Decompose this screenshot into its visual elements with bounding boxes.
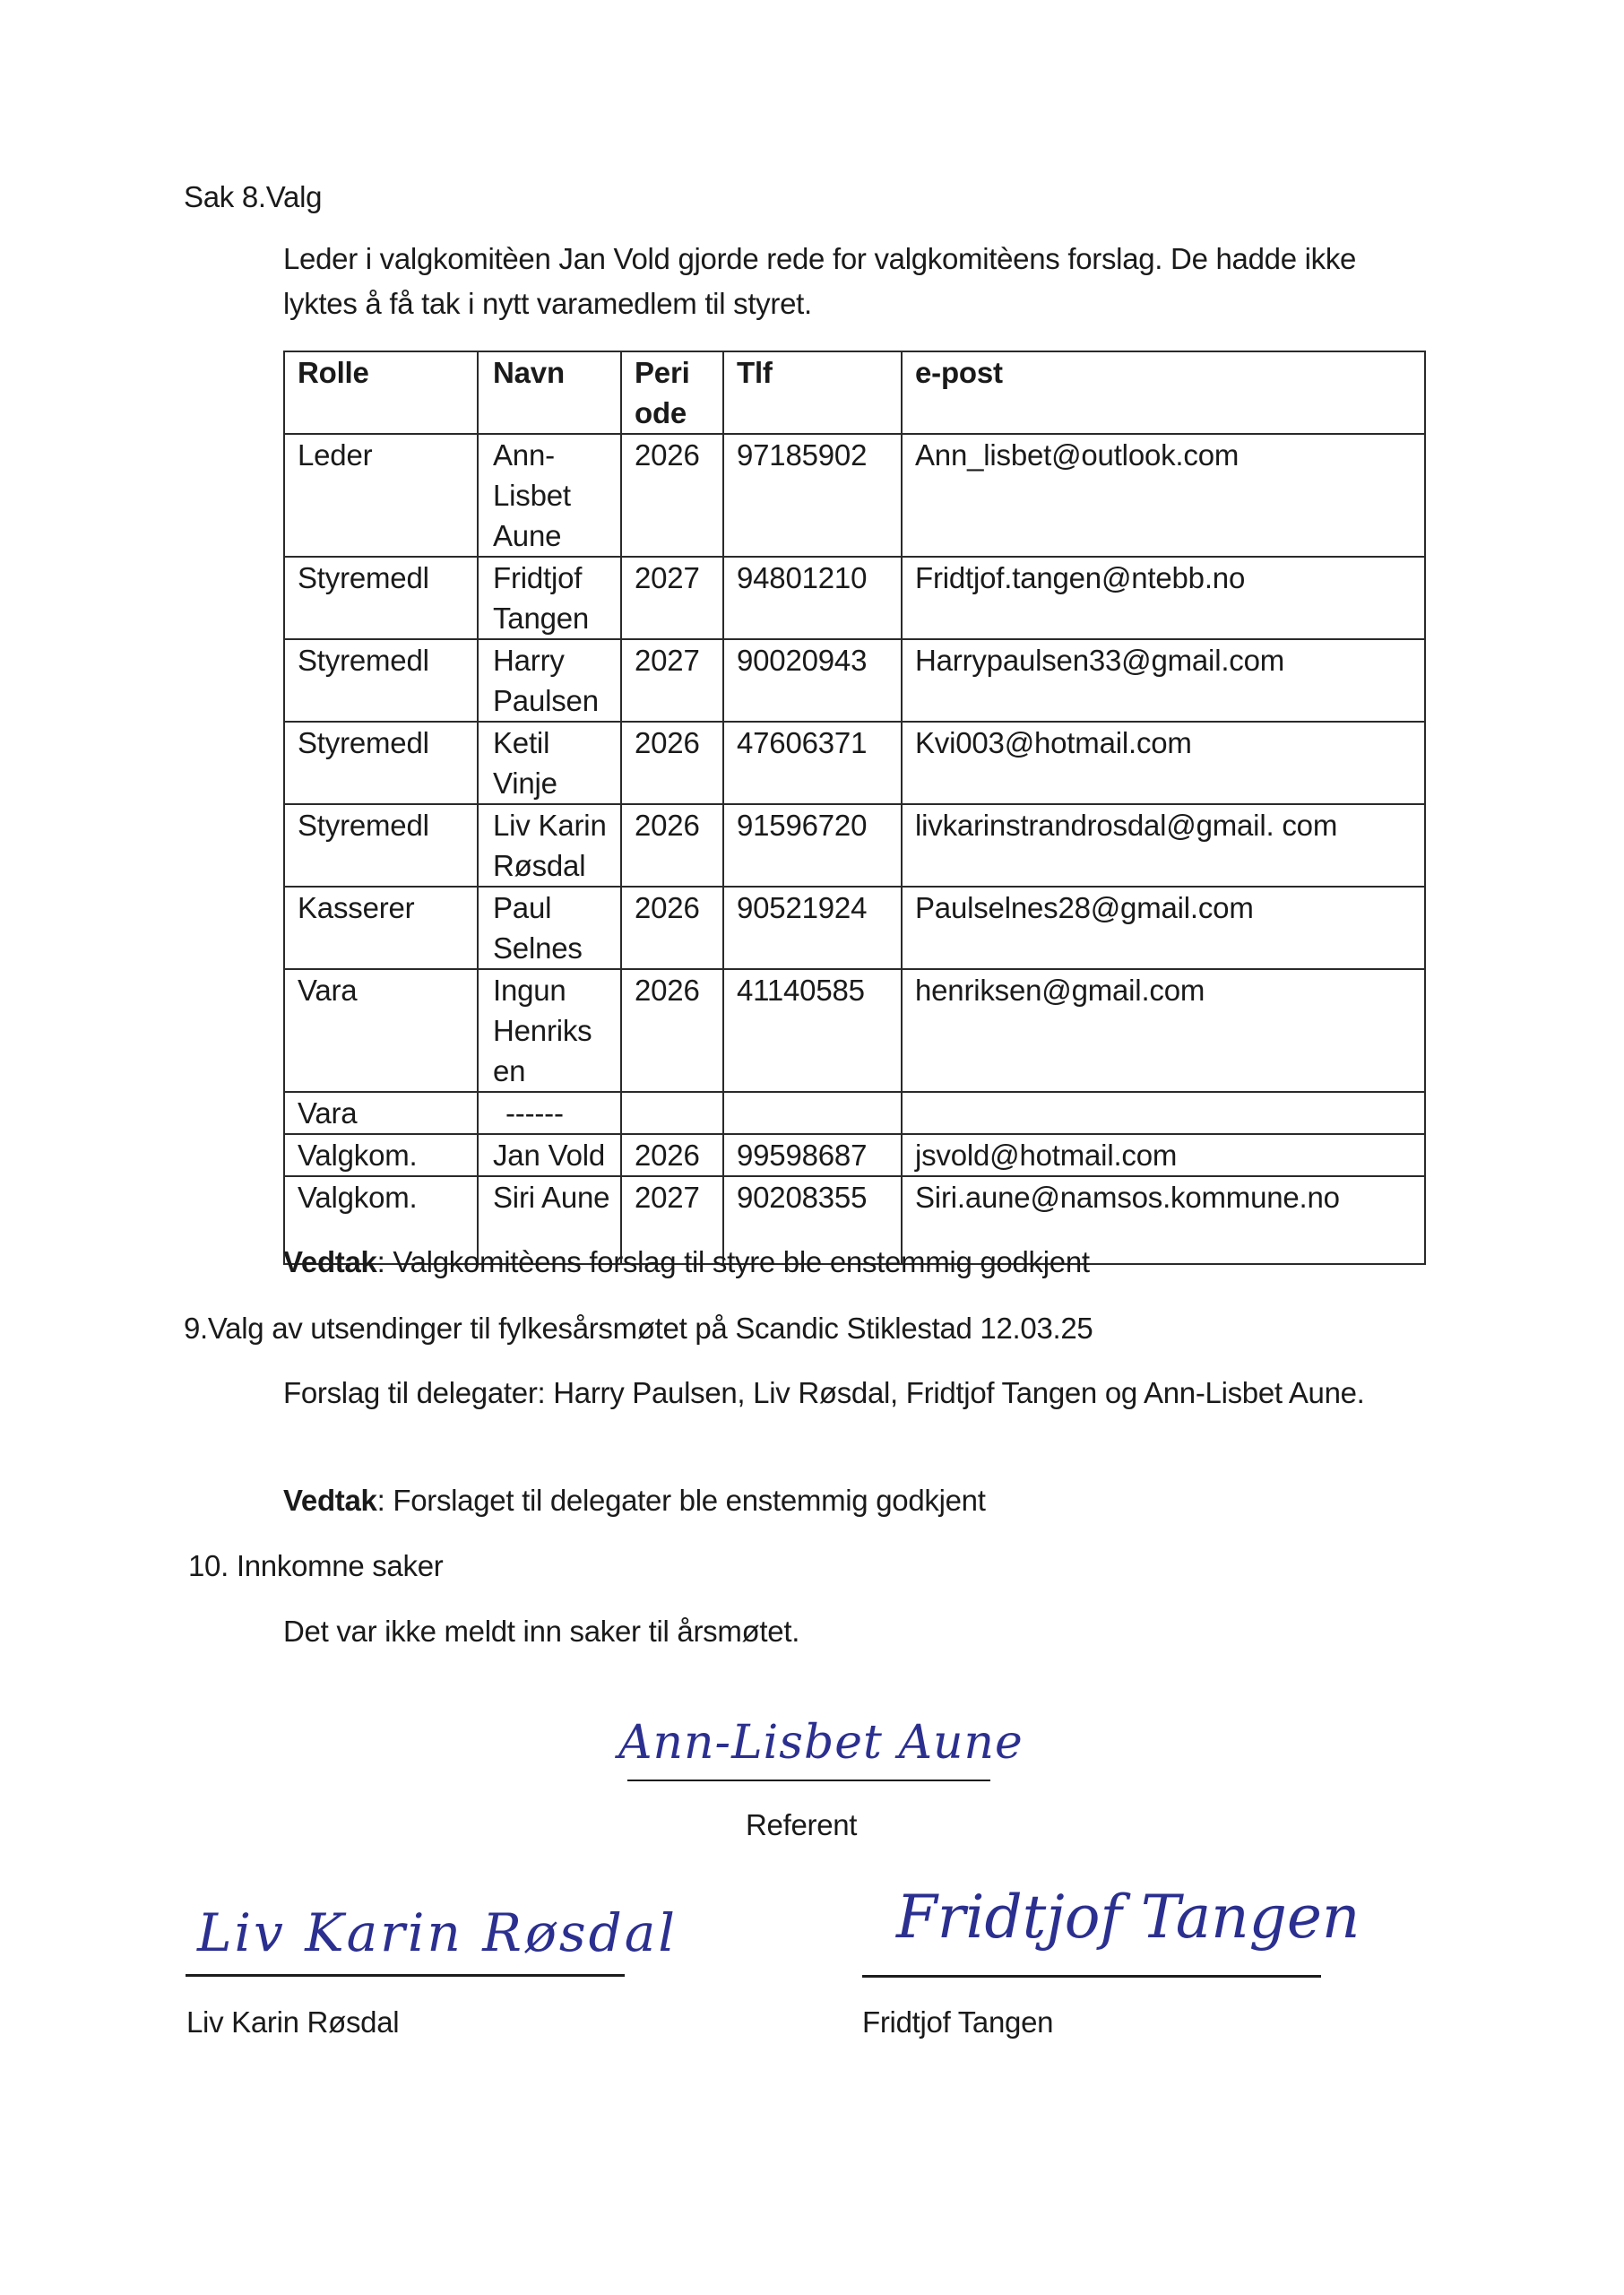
section-10-heading: 10. Innkomne saker [188, 1549, 444, 1582]
referent-signature-line [627, 1780, 990, 1781]
section-8-intro: Leder i valgkomitèen Jan Vold gjorde rede for valgkomitèens forslag. De hadde ikke lyktes å få tak i nytt varamedlem til styret. [283, 242, 1357, 320]
election-table [283, 351, 1426, 1265]
cell-navn: Siri Aune [478, 1176, 621, 1264]
cell-periode: 2026 [621, 804, 723, 887]
cell-rolle: Kasserer [284, 887, 478, 969]
cell-navn: Ketil Vinje [478, 722, 621, 804]
cell-navn: Jan Vold [478, 1134, 621, 1176]
section-8-heading: Sak 8.Valg [184, 180, 323, 213]
cell-navn: Fridtjof Tangen [478, 557, 621, 639]
header-rolle: Rolle [284, 351, 478, 434]
cell-tlf: 47606371 [723, 722, 902, 804]
cell-tlf: 90020943 [723, 639, 902, 722]
cell-periode: 2026 [621, 434, 723, 557]
vedtak-label: Vedtak [283, 1245, 377, 1278]
cell-periode: 2027 [621, 639, 723, 722]
table-header-row [284, 351, 1425, 434]
table-row [284, 639, 1425, 722]
left-signature-line [186, 1974, 625, 1977]
section-9-proposal: Forslag til delegater: Harry Paulsen, Liv Røsdal, Fridtjof Tangen og Ann-Lisbet Aune. [283, 1376, 1365, 1409]
cell-tlf: 97185902 [723, 434, 902, 557]
header-tlf: Tlf [723, 351, 902, 434]
cell-tlf: 41140585 [723, 969, 902, 1092]
cell-navn: Harry Paulsen [478, 639, 621, 722]
cell-rolle: Styremedl [284, 804, 478, 887]
cell-epost: jsvold@hotmail.com [902, 1134, 1425, 1176]
section-9-heading: 9.Valg av utsendinger til fylkesårsmøtet på Scandic Stiklestad 12.03.25 [184, 1312, 1093, 1345]
cell-rolle: Valgkom. [284, 1134, 478, 1176]
table-row [284, 887, 1425, 969]
cell-navn: Ann-Lisbet Aune [478, 434, 621, 557]
header-epost: e-post [902, 351, 1425, 434]
header-navn: Navn [478, 351, 621, 434]
cell-periode: 2026 [621, 722, 723, 804]
vedtak-label: Vedtak [283, 1484, 377, 1517]
referent-label: Referent [746, 1808, 858, 1841]
table-row [284, 722, 1425, 804]
cell-epost: livkarinstrandrosdal@gmail. com [902, 804, 1425, 887]
cell-rolle: Valgkom. [284, 1176, 478, 1264]
vedtak-text: : Forslaget til delegater ble enstemmig godkjent [376, 1484, 986, 1517]
table-row [284, 1092, 1425, 1134]
cell-rolle: Styremedl [284, 639, 478, 722]
table-row [284, 804, 1425, 887]
cell-rolle: Styremedl [284, 722, 478, 804]
table-row [284, 969, 1425, 1092]
cell-periode: 2026 [621, 1134, 723, 1176]
cell-navn: ------ [478, 1092, 621, 1134]
cell-rolle: Leder [284, 434, 478, 557]
cell-rolle: Styremedl [284, 557, 478, 639]
referent-signature: Ann-Lisbet Aune [618, 1716, 1024, 1770]
cell-periode: 2026 [621, 969, 723, 1092]
cell-epost: Fridtjof.tangen@ntebb.no [902, 557, 1425, 639]
cell-epost: Harrypaulsen33@gmail.com [902, 639, 1425, 722]
cell-periode [621, 1092, 723, 1134]
cell-rolle: Vara [284, 1092, 478, 1134]
cell-tlf: 90521924 [723, 887, 902, 969]
cell-epost: Ann_lisbet@outlook.com [902, 434, 1425, 557]
cell-epost: henriksen@gmail.com [902, 969, 1425, 1092]
vedtak-text: : Valgkomitèens forslag til styre ble enstemmig godkjent [376, 1245, 1090, 1278]
table-row [284, 557, 1425, 639]
cell-epost [902, 1092, 1425, 1134]
right-signature-line [862, 1975, 1321, 1978]
cell-rolle: Vara [284, 969, 478, 1092]
right-signer-name: Fridtjof Tangen [862, 2005, 1054, 2039]
cell-tlf: 90208355 [723, 1176, 902, 1264]
left-signature: Liv Karin Røsdal [197, 1902, 678, 1963]
cell-periode: 2027 [621, 1176, 723, 1264]
right-signature: Fridtjof Tangen [896, 1883, 1361, 1952]
cell-tlf: 94801210 [723, 557, 902, 639]
cell-navn: Ingun Henriks en [478, 969, 621, 1092]
section-10-text: Det var ikke meldt inn saker til årsmøtet. [283, 1615, 800, 1648]
section-9-vedtak [283, 1479, 986, 1522]
left-signer-name: Liv Karin Røsdal [186, 2005, 400, 2039]
cell-tlf: 91596720 [723, 804, 902, 887]
cell-tlf [723, 1092, 902, 1134]
header-periode: Peri ode [621, 351, 723, 434]
cell-periode: 2027 [621, 557, 723, 639]
cell-epost: Paulselnes28@gmail.com [902, 887, 1425, 969]
table-row [284, 1134, 1425, 1176]
cell-navn: Liv Karin Røsdal [478, 804, 621, 887]
table-row [284, 434, 1425, 557]
section-8-vedtak [283, 1241, 1090, 1284]
cell-periode: 2026 [621, 887, 723, 969]
cell-epost: Siri.aune@namsos.kommune.no [902, 1176, 1425, 1264]
cell-epost: Kvi003@hotmail.com [902, 722, 1425, 804]
cell-tlf: 99598687 [723, 1134, 902, 1176]
cell-navn: Paul Selnes [478, 887, 621, 969]
